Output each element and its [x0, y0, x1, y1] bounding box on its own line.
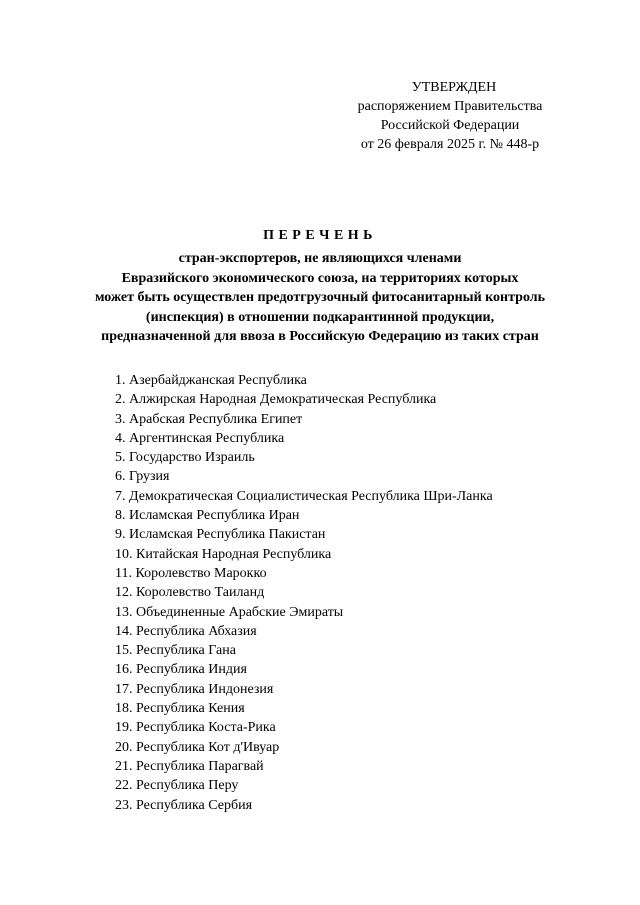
list-item: 7. Демократическая Социалистическая Республика Шри-Ланка — [115, 488, 493, 504]
list-item: 12. Королевство Таиланд — [115, 585, 265, 601]
list-item: 11. Королевство Марокко — [115, 565, 267, 581]
approval-block — [330, 78, 570, 154]
approval-line: от 26 февраля 2025 г. № 448-р — [360, 137, 540, 152]
list-item: 20. Республика Кот д'Ивуар — [115, 739, 280, 755]
list-item: 15. Республика Гана — [115, 643, 236, 659]
list-item: 6. Грузия — [115, 469, 170, 485]
list-item: 3. Арабская Республика Египет — [115, 411, 303, 427]
approval-line: распоряжением Правительства — [357, 99, 543, 114]
subtitle-line: стран-экспортеров, не являющихся членами — [178, 251, 462, 266]
list-item: 14. Республика Абхазия — [115, 623, 257, 639]
subtitle-line: (инспекция) в отношении подкарантинной продукции, — [145, 309, 495, 325]
list-item: 18. Республика Кения — [115, 701, 245, 717]
list-item: 5. Государство Израиль — [115, 450, 255, 466]
list-item: 22. Республика Перу — [115, 778, 239, 794]
approval-title: УТВЕРЖДЕН — [411, 80, 497, 95]
document-title: ПЕРЕЧЕНЬ — [263, 228, 377, 243]
subtitle-line: предназначенной для ввоза в Российскую Федерацию из таких стран — [101, 329, 539, 345]
document-subtitle — [40, 249, 600, 347]
list-item: 19. Республика Коста-Рика — [115, 720, 276, 736]
list-item: 21. Республика Парагвай — [115, 758, 264, 774]
subtitle-line: может быть осуществлен предотгрузочный фитосанитарный контроль — [94, 290, 546, 306]
list-item: 2. Алжирская Народная Демократическая Республика — [115, 392, 437, 408]
list-item: 13. Объединенные Арабские Эмираты — [115, 604, 344, 620]
list-item: 4. Аргентинская Республика — [115, 430, 285, 446]
list-item: 9. Исламская Республика Пакистан — [115, 527, 326, 543]
list-item: 23. Республика Сербия — [115, 797, 253, 813]
country-list — [115, 371, 595, 815]
list-item: 17. Республика Индонезия — [115, 681, 274, 697]
list-item: 16. Республика Индия — [115, 662, 247, 678]
list-item: 10. Китайская Народная Республика — [115, 546, 332, 562]
subtitle-line: Евразийского экономического союза, на территориях которых — [121, 270, 519, 286]
list-item: 1. Азербайджанская Республика — [115, 373, 307, 388]
list-item: 8. Исламская Республика Иран — [115, 508, 300, 524]
approval-line: Российской Федерации — [380, 118, 520, 133]
